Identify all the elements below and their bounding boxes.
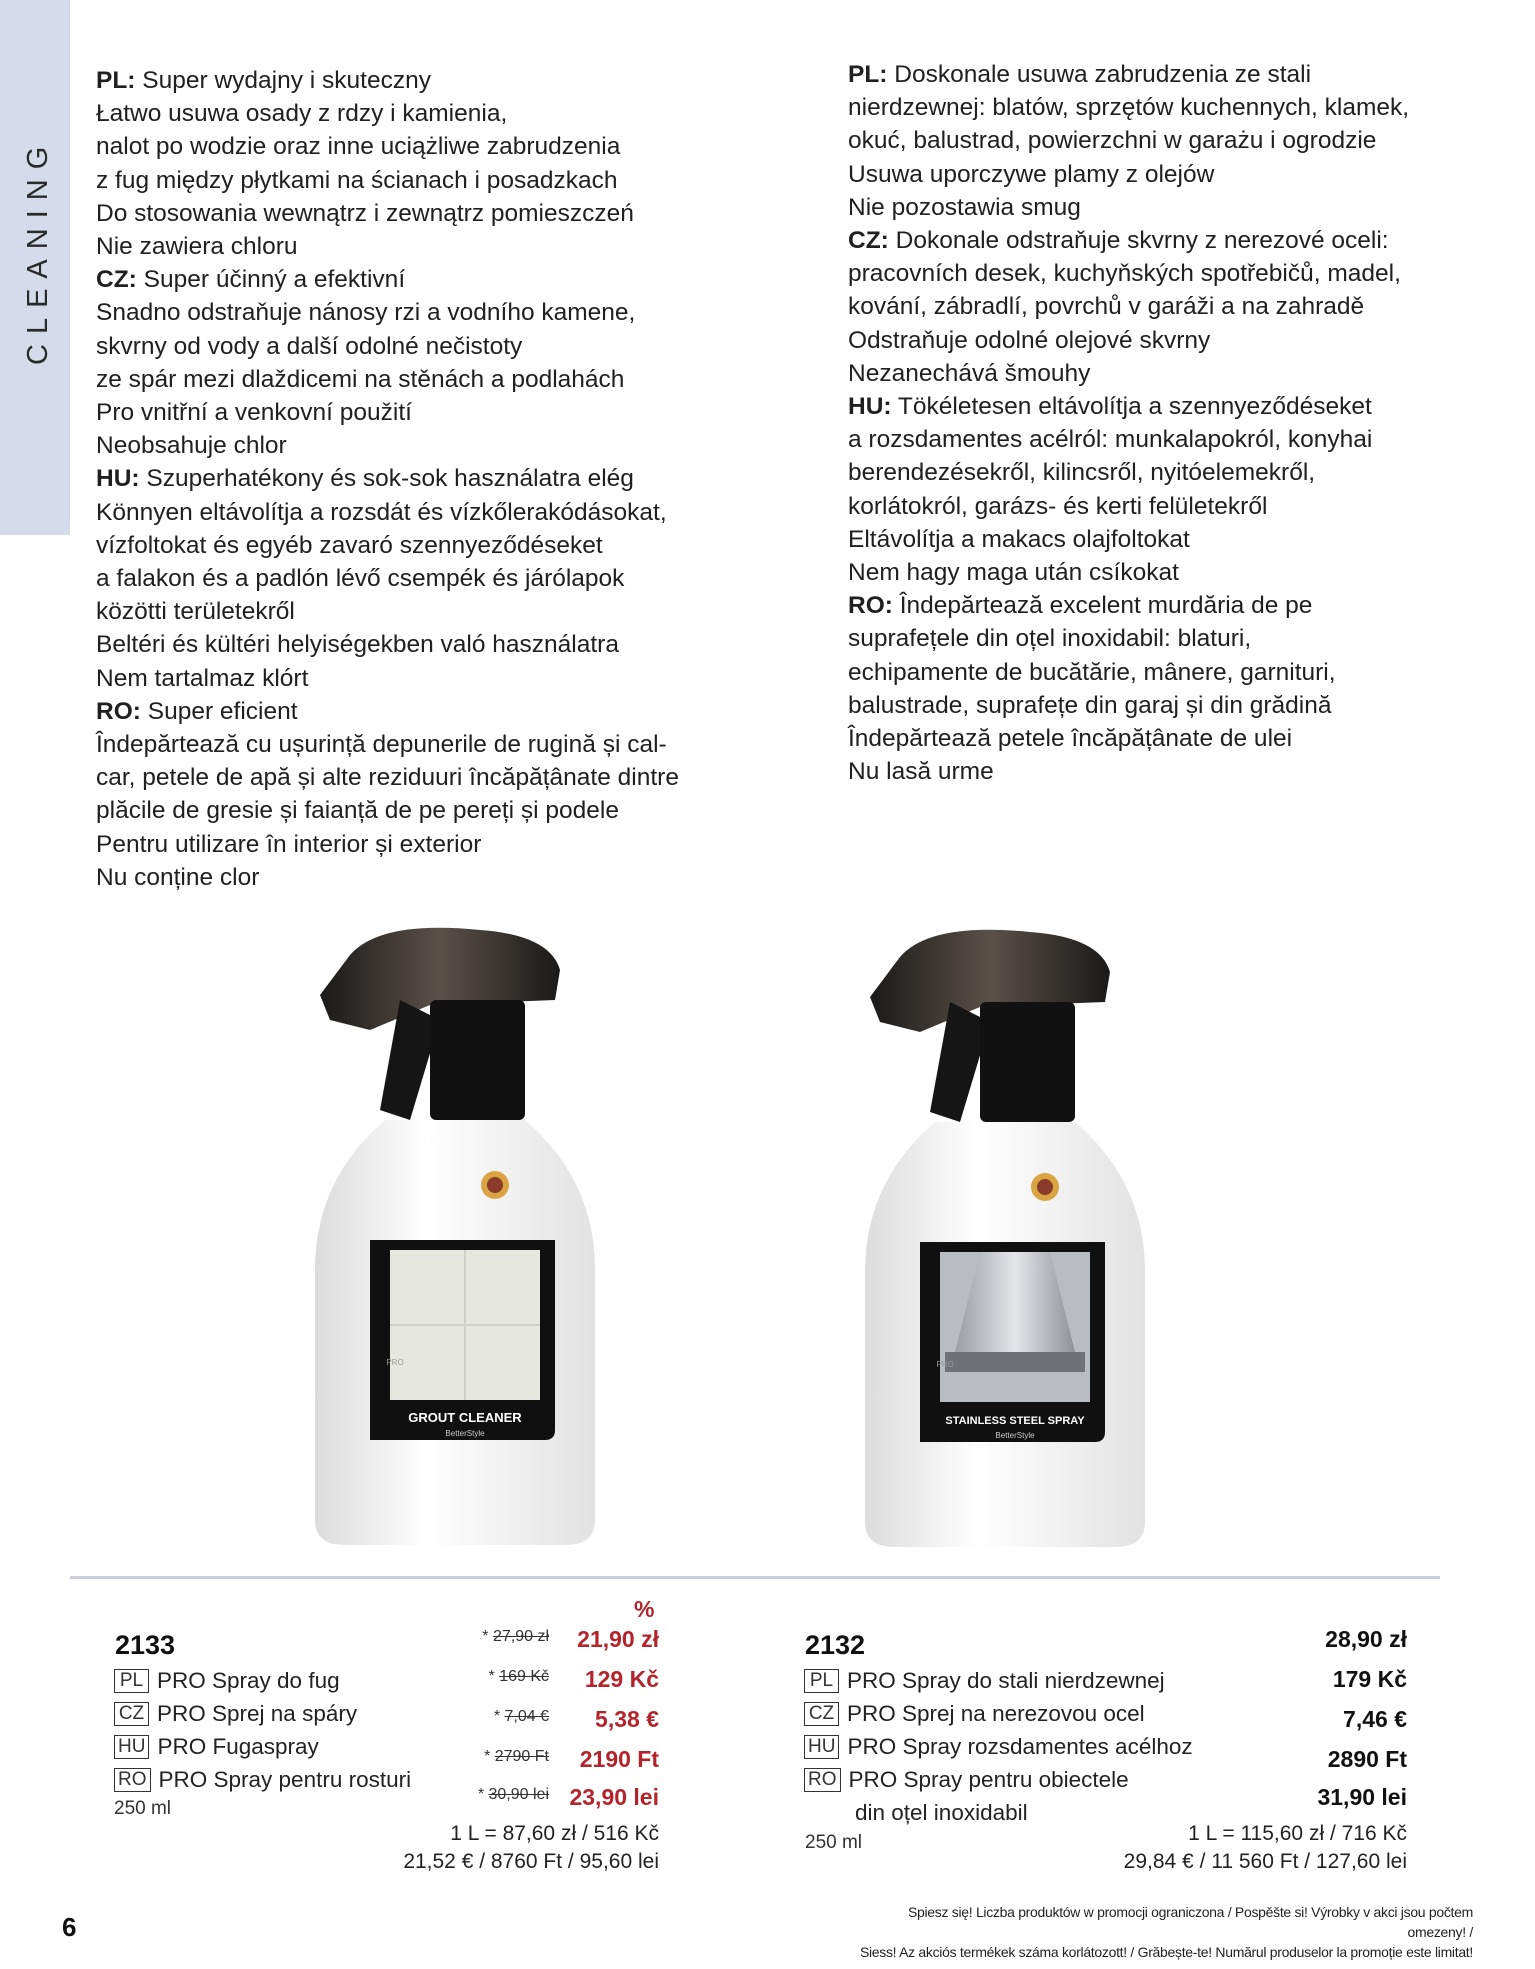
unit-price: 1 L = 87,60 zł / 516 Kč [450,1822,659,1845]
grout-cleaner-description [96,64,716,894]
price: 31,90 lei [1317,1784,1407,1810]
stainless-steel-spray-bottle-image [860,912,1150,1552]
product-size: 250 ml [805,1832,863,1853]
bottle-brand: BetterStyle [445,1429,485,1438]
desc-line: HU: Szuperhatékony és sok-sok használatra elég [96,465,634,493]
product-name-row: PL PRO Spray do stali nierdzewnej [804,1664,1193,1697]
price: 2890 Ft [1327,1746,1407,1772]
product-name-row: HU PRO Spray rozsdamentes acélhoz [804,1730,1193,1763]
desc-line: echipamente de bucătărie, mânere, garnituri, [848,658,1336,686]
product-name-row: HU PRO Fugaspray [114,1730,411,1763]
product-code: 2132 [805,1630,866,1660]
old-price: * 2790 Ft [484,1748,549,1765]
bottle-badge: PRO [386,1358,404,1367]
grout-cleaner-bottle-image [310,910,600,1550]
desc-line: Eltávolítja a makacs olajfoltokat [848,525,1190,553]
desc-line: a rozsdamentes acélról: munkalapokról, konyhai [848,426,1373,454]
product-name-row: RO PRO Spray pentru rosturi [114,1763,411,1796]
desc-line: Könnyen eltávolítja a rozsdát és vízkőlerakódásokat, [96,498,667,526]
desc-line: suprafețele din oțel inoxidabil: blaturi, [848,625,1252,653]
desc-line: skvrny od vody a další odolné nečistoty [96,332,523,360]
desc-line: Odstraňuje odolné olejové skvrny [848,326,1211,354]
desc-line: pracovních desek, kuchyňských spotřebičů, madel, [848,260,1401,288]
category-label: CLEANING [22,136,54,365]
desc-line: Do stosowania wewnątrz i zewnątrz pomieszczeń [96,199,634,227]
category-sidebar-tab [0,0,70,535]
desc-line: plăcile de gresie și faianță de pe pereți și podele [96,797,620,825]
desc-line: nalot po wodzie oraz inne uciążliwe zabrudzenia [96,133,621,161]
product-code: 2133 [115,1630,176,1660]
section-divider [70,1576,1440,1579]
lang-badge: RO [114,1768,151,1792]
desc-line: car, petele de apă și alte reziduuri încăpățânate dintre [96,764,679,792]
desc-line: Pentru utilizare în interior și exterior [96,830,482,858]
desc-line: okuć, balustrad, powierzchni w garażu i ogrodzie [848,127,1377,155]
lang-badge: CZ [114,1702,149,1726]
desc-line: Snadno odstraňuje nánosy rzi a vodního kamene, [96,299,636,327]
product-names-list [114,1664,411,1796]
desc-line: berendezésekről, kilincsről, nyitóelemekről, [848,459,1316,487]
desc-line: HU: Tökéletesen eltávolítja a szennyeződéseket [848,393,1372,421]
desc-line: Îndepărtează cu ușurință depunerile de rugină și cal- [96,731,667,759]
price: 7,46 € [1343,1706,1407,1732]
lang-badge: PL [804,1669,839,1693]
desc-line: Îndepărtează petele încăpățânate de ulei [848,725,1293,753]
desc-line: Neobsahuje chlor [96,432,287,460]
promo-price: 21,90 zł [577,1626,659,1652]
bottle-label: GROUT CLEANER [408,1410,522,1425]
product-name-continuation: din oțel inoxidabil [855,1800,1028,1825]
product-name-row: PL PRO Spray do fug [114,1664,411,1697]
bottle-label: STAINLESS STEEL SPRAY [945,1415,1085,1427]
desc-line: a falakon és a padlón lévő csempék és járólapok [96,565,625,593]
discount-symbol: % [634,1596,655,1622]
desc-line: korlátokról, garázs- és kerti felületekről [848,492,1268,520]
price: 28,90 zł [1325,1626,1407,1652]
desc-line: Nie pozostawia smug [848,193,1081,221]
desc-line: Łatwo usuwa osady z rdzy i kamienia, [96,100,508,128]
lang-badge: PL [114,1669,149,1693]
desc-line: balustrade, suprafețe din garaj și din grădină [848,691,1332,719]
product-size: 250 ml [114,1798,172,1819]
desc-line: CZ: Super účinný a efektivní [96,266,406,294]
desc-line: CZ: Dokonale odstraňuje skvrny z nerezové oceli: [848,227,1389,255]
lang-badge: CZ [804,1702,839,1726]
old-price: * 27,90 zł [482,1628,549,1645]
desc-line: vízfoltokat és egyéb zavaró szennyeződéseket [96,531,603,559]
bottle-brand: BetterStyle [995,1431,1035,1440]
desc-line: RO: Super eficient [96,697,298,725]
desc-line: z fug między płytkami na ścianach i posadzkach [96,166,618,194]
lang-badge: RO [804,1768,841,1792]
unit-price: 21,52 € / 8760 Ft / 95,60 lei [403,1850,659,1873]
promo-price: 2190 Ft [579,1746,659,1772]
product-names-list [804,1664,1193,1829]
promo-price: 23,90 lei [569,1784,659,1810]
promo-price: 129 Kč [584,1666,659,1692]
promo-limit-note: Spiesz się! Liczba produktów w promocji ograniczona / Pospěšte si! Výrobky v akci jsou počtem omezeny! / Siess! Az akciós termékek száma korlátozott! / Grăbește-te! Numărul produselor la promoție este limitat! [859,1904,1473,1960]
unit-price: 1 L = 115,60 zł / 716 Kč [1188,1822,1407,1845]
promo-price: 5,38 € [595,1706,659,1732]
desc-line: Nu lasă urme [848,758,994,786]
lang-badge: HU [804,1735,839,1759]
desc-line: Usuwa uporczywe plamy z olejów [848,160,1215,188]
desc-line: Beltéri és kültéri helyiségekben való használatra [96,631,619,659]
desc-line: Nezanechává šmouhy [848,359,1091,387]
product-name-row: RO PRO Spray pentru obiectele [804,1763,1193,1796]
desc-line: Nie zawiera chloru [96,233,298,261]
desc-line: Nem hagy maga után csíkokat [848,559,1179,587]
stainless-steel-description [848,58,1488,788]
old-price: * 169 Kč [488,1668,549,1685]
bottle-badge: PRO [936,1360,954,1369]
desc-line: Nem tartalmaz klórt [96,664,309,692]
desc-line: Nu conține clor [96,863,260,891]
desc-line: ze spár mezi dlaždicemi na stěnách a podlahách [96,365,625,393]
lang-badge: HU [114,1735,149,1759]
price: 179 Kč [1332,1666,1407,1692]
product-name-row: CZ PRO Sprej na nerezovou ocel [804,1697,1193,1730]
desc-line: közötti területekről [96,598,295,626]
product-name-row: CZ PRO Sprej na spáry [114,1697,411,1730]
desc-line: PL: Super wydajny i skuteczny [96,67,431,94]
old-price: * 30,90 lei [477,1786,549,1803]
page-number: 6 [62,1912,77,1942]
desc-line: kování, zábradlí, povrchů v garáži a na zahradě [848,293,1365,321]
unit-price: 29,84 € / 11 560 Ft / 127,60 lei [1123,1850,1407,1873]
desc-line: Pro vnitřní a venkovní použití [96,399,412,427]
desc-line: nierdzewnej: blatów, sprzętów kuchennych, klamek, [848,94,1410,122]
desc-line: PL: Doskonale usuwa zabrudzenia ze stali [848,61,1312,88]
old-price: * 7,04 € [493,1708,549,1725]
desc-line: RO: Îndepărtează excelent murdăria de pe [848,592,1313,620]
